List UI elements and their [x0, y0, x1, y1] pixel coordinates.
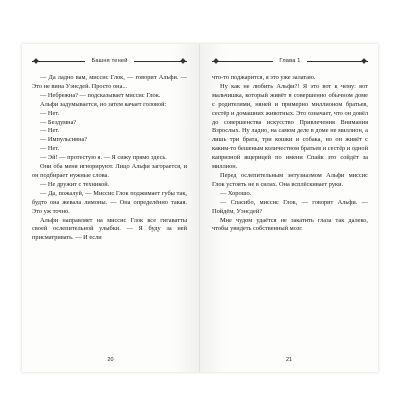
paragraph: — Нет.	[40, 127, 60, 135]
paragraph: — Бездумна?	[40, 118, 77, 126]
paragraph: что-то поджарится, я это уже залатаю.	[212, 74, 316, 81]
right-page	[200, 44, 378, 372]
paragraph: — Нет.	[40, 109, 60, 117]
book-spread	[22, 44, 378, 372]
ornament-rule	[212, 58, 273, 64]
paragraph: — Да, пожалуй, — Миссис Глок поджимает губы так, будто она жевала лимоны. — Она определённо такая. Это уж точно.	[32, 189, 187, 215]
paragraph: Альфи направляет на миссис Глок все гигаватты своей ослепительной улыбки. — Я буду за ней присматривать. — И если	[32, 216, 187, 242]
paragraph: — Не дружит с техникой.	[40, 180, 110, 188]
paragraph: Мне чудом удаётся не закатить глаза так далеко, чтобы увидеть собственный мозг.	[212, 216, 368, 233]
paragraph: Перед ослепительным энтузиазмом Альфи миссис Глок устоять не в силах. Она всплёскивает руки.	[212, 171, 368, 188]
paragraph: Они оба меня игнорируют. Лицо Альфи загорается, и он подбирает нужные слова.	[32, 163, 187, 179]
paragraph: Ну как не любить Альфи?! Я это вот к чему: вот мальчишка, который живёт в совершенно обычном доме с родителями, няней и примерно миллионом братьев, сестёр и домашних животных. Это означает, что он довёл до совершенства искусство Привлечения Внимания Взрослых. Ну ладно, на самом деле в доме не миллион, а лишь три брата, три кошки и собака, но он живёт с каким-то бешеным количеством братьев и сестёр и одной капризной ящерицей по имени Спайк это сойдёт за миллион.	[212, 82, 368, 171]
paragraph: Альфи задумывается, но затем качает головой:	[40, 100, 167, 108]
right-body-text	[212, 74, 368, 234]
left-page	[22, 44, 200, 372]
ornament-rule	[32, 58, 85, 64]
ornament-rule	[134, 58, 187, 64]
running-head-title: Башня теней	[91, 58, 128, 64]
paragraph: — Нет.	[40, 145, 60, 153]
ornament-rule	[307, 58, 368, 64]
paragraph: — Импульсивна?	[40, 136, 88, 144]
running-head-title: Глава 1	[279, 58, 301, 64]
paragraph: — Да ладно вам, миссис Глок, — говорит Альфи. — Это не вина Уэнсдей. Просто она...	[32, 74, 187, 90]
right-running-head	[212, 52, 368, 70]
page-number: 21	[286, 357, 292, 363]
page-number: 20	[107, 357, 114, 363]
paragraph: — Эй! — протестую я. — Я сижу прямо здесь.	[40, 154, 167, 162]
left-body-text	[32, 74, 187, 243]
paragraph: — Спасибо, миссис Глок, — говорит Альфи. — Пойдём, Уэнсдей?	[212, 198, 368, 215]
left-running-head	[32, 52, 187, 70]
paragraph: — Небрежна? — подсказывает миссис Глок.	[40, 91, 161, 99]
paragraph: — Хорошо.	[220, 189, 252, 197]
